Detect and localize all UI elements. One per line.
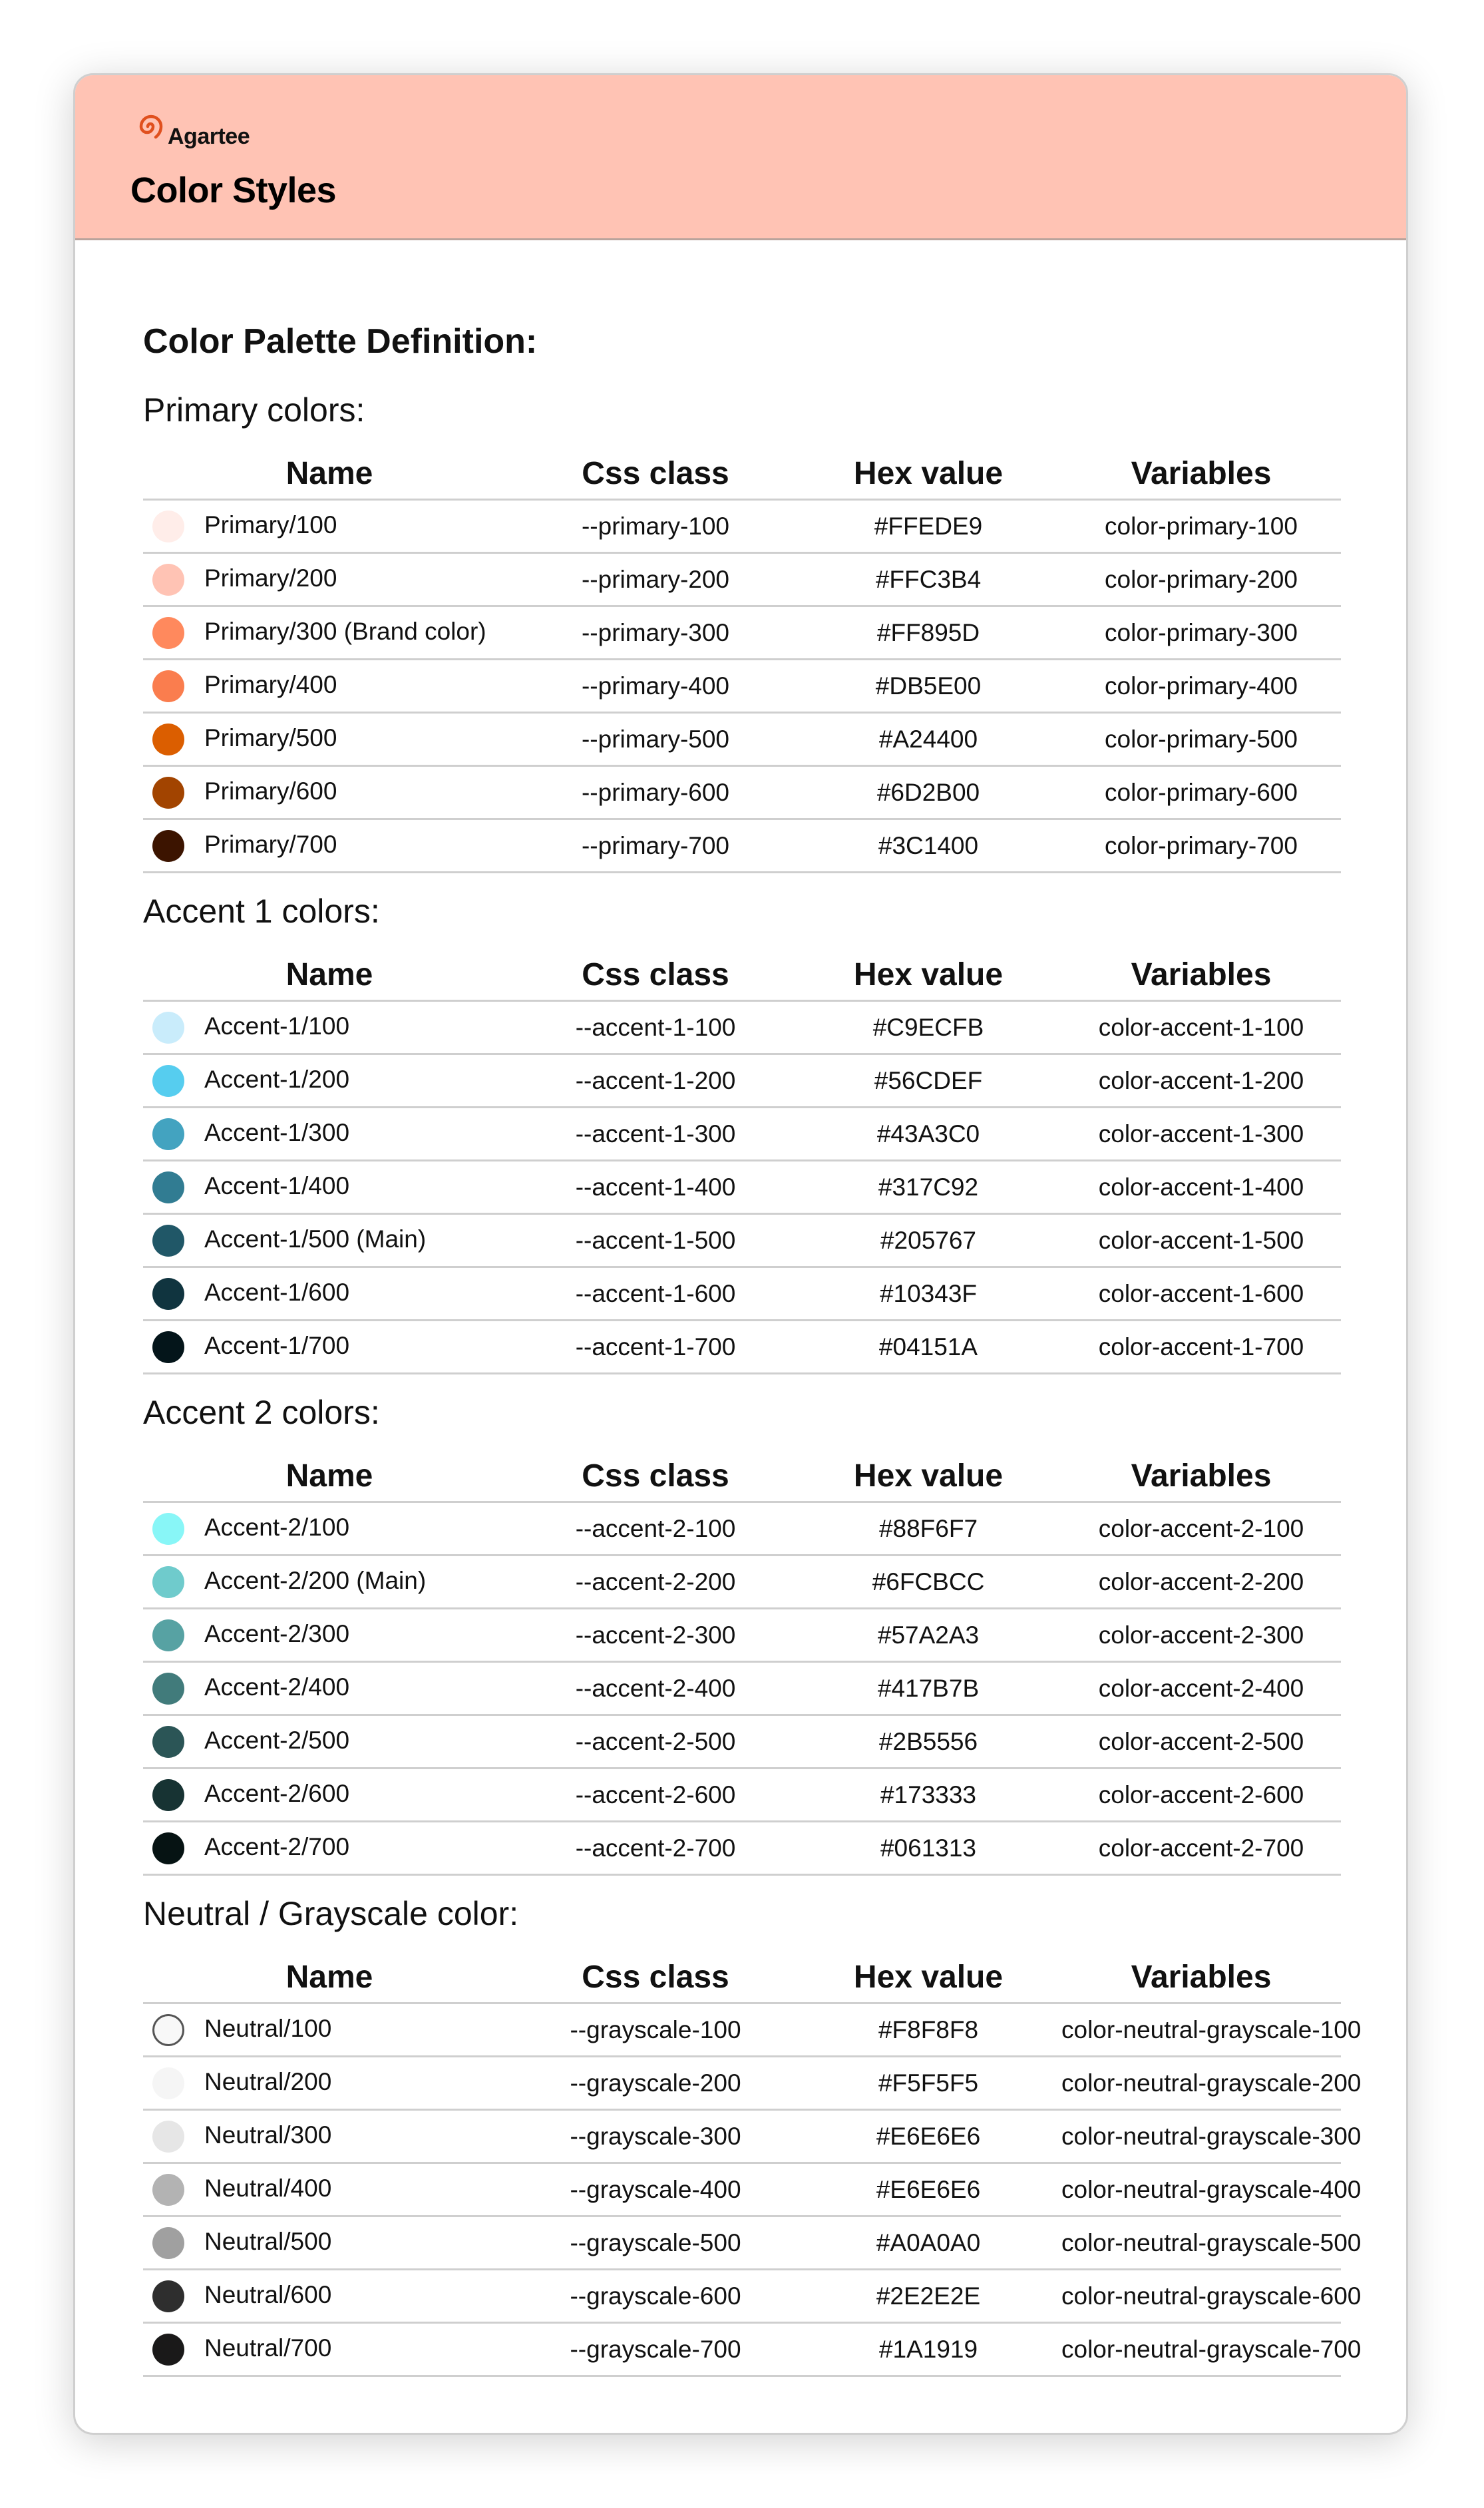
variable-cell: color-neutral-grayscale-700 (1061, 2323, 1341, 2376)
css-class-cell: --primary-300 (516, 606, 795, 660)
hex-value-cell: #3C1400 (795, 819, 1061, 873)
hex-value-cell: #F8F8F8 (795, 2003, 1061, 2057)
color-name-cell (143, 1502, 516, 1556)
color-swatch (152, 670, 184, 702)
column-header-variables: Variables (1061, 1952, 1341, 2003)
color-swatch (152, 1619, 184, 1651)
hex-value-cell: #417B7B (795, 1662, 1061, 1715)
color-name: Accent-1/700 (204, 1331, 350, 1359)
table-row (143, 1001, 1341, 1054)
color-swatch (152, 1118, 184, 1150)
css-class-cell: --accent-2-200 (516, 1556, 795, 1609)
color-name-cell (143, 1161, 516, 1214)
table-header-row (143, 1450, 1341, 1502)
hex-value-cell: #205767 (795, 1214, 1061, 1267)
variable-cell: color-primary-300 (1061, 606, 1341, 660)
hex-value-cell: #FFEDE9 (795, 500, 1061, 553)
table-row (143, 1214, 1341, 1267)
css-class-cell: --accent-2-400 (516, 1662, 795, 1715)
color-swatch (152, 1726, 184, 1758)
hex-value-cell: #A0A0A0 (795, 2216, 1061, 2270)
variable-cell: color-accent-1-100 (1061, 1001, 1341, 1054)
table-row (143, 1822, 1341, 1875)
color-name: Neutral/100 (204, 2014, 332, 2042)
table-header-row (143, 448, 1341, 500)
color-name: Primary/700 (204, 830, 337, 858)
color-swatch (152, 724, 184, 755)
color-name: Neutral/400 (204, 2174, 332, 2202)
column-header-hex: Hex value (795, 1952, 1061, 2003)
color-name-cell (143, 2163, 516, 2216)
table-row (143, 1108, 1341, 1161)
css-class-cell: --accent-1-200 (516, 1054, 795, 1108)
column-header-name: Name (143, 1450, 516, 1502)
color-name: Accent-1/400 (204, 1171, 350, 1199)
variable-cell: color-accent-2-500 (1061, 1715, 1341, 1769)
color-name-cell (143, 1108, 516, 1161)
color-table (143, 1450, 1341, 1876)
table-row (143, 660, 1341, 713)
header (75, 75, 1406, 240)
color-swatch (152, 617, 184, 649)
brand-logo[interactable] (130, 106, 264, 149)
css-class-cell: --accent-1-500 (516, 1214, 795, 1267)
color-name-cell (143, 1267, 516, 1321)
css-class-cell: --accent-1-100 (516, 1001, 795, 1054)
variable-cell: color-accent-1-400 (1061, 1161, 1341, 1214)
color-name: Neutral/500 (204, 2227, 332, 2255)
color-swatch (152, 1832, 184, 1864)
color-swatch (152, 1012, 184, 1044)
column-header-variables: Variables (1061, 949, 1341, 1001)
color-swatch (152, 2280, 184, 2312)
color-name-cell (143, 500, 516, 553)
color-name: Primary/400 (204, 670, 337, 698)
column-header-hex: Hex value (795, 949, 1061, 1001)
table-row (143, 1715, 1341, 1769)
color-name: Primary/200 (204, 564, 337, 592)
color-swatch (152, 1513, 184, 1545)
color-name-cell (143, 553, 516, 606)
color-swatch (152, 1566, 184, 1598)
color-table (143, 448, 1341, 873)
table-row (143, 2057, 1341, 2110)
hex-value-cell: #56CDEF (795, 1054, 1061, 1108)
css-class-cell: --grayscale-500 (516, 2216, 795, 2270)
variable-cell: color-accent-2-200 (1061, 1556, 1341, 1609)
variable-cell: color-accent-1-700 (1061, 1321, 1341, 1374)
variable-cell: color-primary-500 (1061, 713, 1341, 766)
css-class-cell: --accent-2-600 (516, 1769, 795, 1822)
variable-cell: color-accent-1-500 (1061, 1214, 1341, 1267)
color-name-cell (143, 1662, 516, 1715)
color-name: Neutral/200 (204, 2067, 332, 2095)
color-swatch (152, 2227, 184, 2259)
hex-value-cell: #FF895D (795, 606, 1061, 660)
color-name-cell (143, 819, 516, 873)
color-name: Neutral/300 (204, 2121, 332, 2149)
color-name: Accent-2/300 (204, 1619, 350, 1647)
hex-value-cell: #E6E6E6 (795, 2163, 1061, 2216)
color-name-cell (143, 2110, 516, 2163)
variable-cell: color-accent-2-600 (1061, 1769, 1341, 1822)
css-class-cell: --accent-1-300 (516, 1108, 795, 1161)
color-name-cell (143, 606, 516, 660)
hex-value-cell: #F5F5F5 (795, 2057, 1061, 2110)
table-header-row (143, 949, 1341, 1001)
css-class-cell: --accent-2-100 (516, 1502, 795, 1556)
color-name-cell (143, 1321, 516, 1374)
table-row (143, 2163, 1341, 2216)
color-name-cell (143, 1054, 516, 1108)
column-header-name: Name (143, 949, 516, 1001)
css-class-cell: --grayscale-600 (516, 2270, 795, 2323)
hex-value-cell: #C9ECFB (795, 1001, 1061, 1054)
column-header-css: Css class (516, 1952, 795, 2003)
color-name: Accent-2/500 (204, 1726, 350, 1754)
table-row (143, 1502, 1341, 1556)
hex-value-cell: #FFC3B4 (795, 553, 1061, 606)
color-table (143, 949, 1341, 1374)
table-row (143, 1769, 1341, 1822)
color-name: Neutral/700 (204, 2334, 332, 2362)
section-title: Accent 1 colors: (143, 893, 380, 930)
color-name-cell (143, 2216, 516, 2270)
palette-sections (143, 372, 1362, 2377)
palette-content (143, 308, 1362, 2377)
color-swatch (152, 511, 184, 542)
css-class-cell: --grayscale-300 (516, 2110, 795, 2163)
css-class-cell: --accent-1-400 (516, 1161, 795, 1214)
hex-value-cell: #A24400 (795, 713, 1061, 766)
variable-cell: color-primary-100 (1061, 500, 1341, 553)
color-name-cell (143, 1001, 516, 1054)
variable-cell: color-primary-700 (1061, 819, 1341, 873)
css-class-cell: --accent-2-300 (516, 1609, 795, 1662)
hex-value-cell: #2E2E2E (795, 2270, 1061, 2323)
color-table (143, 1952, 1362, 2377)
color-name-cell (143, 1556, 516, 1609)
color-name-cell (143, 1715, 516, 1769)
table-header-row (143, 1952, 1341, 2003)
color-swatch (152, 777, 184, 809)
color-name-cell (143, 766, 516, 819)
color-name: Primary/600 (204, 777, 337, 805)
color-name-cell (143, 1609, 516, 1662)
color-name: Primary/100 (204, 511, 337, 538)
table-row (143, 500, 1341, 553)
css-class-cell: --grayscale-400 (516, 2163, 795, 2216)
hex-value-cell: #57A2A3 (795, 1609, 1061, 1662)
color-name-cell (143, 2057, 516, 2110)
column-header-css: Css class (516, 949, 795, 1001)
palette-section (143, 1876, 1362, 2377)
css-class-cell: --primary-500 (516, 713, 795, 766)
variable-cell: color-accent-2-400 (1061, 1662, 1341, 1715)
table-row (143, 1321, 1341, 1374)
color-swatch (152, 2121, 184, 2153)
table-row (143, 766, 1341, 819)
hex-value-cell: #04151A (795, 1321, 1061, 1374)
color-swatch (152, 1065, 184, 1097)
column-header-css: Css class (516, 1450, 795, 1502)
color-name: Accent-2/100 (204, 1513, 350, 1541)
column-header-hex: Hex value (795, 448, 1061, 500)
table-row (143, 2110, 1341, 2163)
table-row (143, 1054, 1341, 1108)
hex-value-cell: #88F6F7 (795, 1502, 1061, 1556)
section-title: Accent 2 colors: (143, 1394, 380, 1431)
color-name: Accent-2/700 (204, 1832, 350, 1860)
color-name: Accent-2/400 (204, 1673, 350, 1701)
color-name-cell (143, 713, 516, 766)
variable-cell: color-neutral-grayscale-600 (1061, 2270, 1341, 2323)
hex-value-cell: #DB5E00 (795, 660, 1061, 713)
table-row (143, 1267, 1341, 1321)
hex-value-cell: #061313 (795, 1822, 1061, 1875)
color-name: Accent-1/200 (204, 1065, 350, 1093)
color-swatch (152, 830, 184, 862)
color-name-cell (143, 1769, 516, 1822)
table-row (143, 606, 1341, 660)
color-swatch (152, 1225, 184, 1257)
variable-cell: color-accent-2-300 (1061, 1609, 1341, 1662)
color-name: Accent-2/200 (Main) (204, 1566, 427, 1594)
hex-value-cell: #10343F (795, 1267, 1061, 1321)
color-name: Accent-1/600 (204, 1278, 350, 1306)
variable-cell: color-primary-400 (1061, 660, 1341, 713)
color-swatch (152, 2174, 184, 2206)
column-header-name: Name (143, 1952, 516, 2003)
table-row (143, 713, 1341, 766)
variable-cell: color-neutral-grayscale-300 (1061, 2110, 1341, 2163)
color-name-cell (143, 2270, 516, 2323)
css-class-cell: --accent-2-700 (516, 1822, 795, 1875)
color-name: Primary/500 (204, 724, 337, 751)
color-name-cell (143, 2003, 516, 2057)
hex-value-cell: #6FCBCC (795, 1556, 1061, 1609)
hex-value-cell: #43A3C0 (795, 1108, 1061, 1161)
variable-cell: color-primary-600 (1061, 766, 1341, 819)
color-swatch (152, 2334, 184, 2366)
variable-cell: color-neutral-grayscale-500 (1061, 2216, 1341, 2270)
color-swatch (152, 1171, 184, 1203)
variable-cell: color-primary-200 (1061, 553, 1341, 606)
hex-value-cell: #173333 (795, 1769, 1061, 1822)
hex-value-cell: #317C92 (795, 1161, 1061, 1214)
color-swatch (152, 1673, 184, 1705)
table-row (143, 2323, 1341, 2376)
css-class-cell: --primary-600 (516, 766, 795, 819)
color-swatch (152, 1278, 184, 1310)
hex-value-cell: #2B5556 (795, 1715, 1061, 1769)
table-row (143, 1556, 1341, 1609)
section-title: Neutral / Grayscale color: (143, 1895, 519, 1932)
table-row (143, 1161, 1341, 1214)
color-name: Accent-2/600 (204, 1779, 350, 1807)
color-swatch (152, 564, 184, 596)
column-header-css: Css class (516, 448, 795, 500)
css-class-cell: --primary-200 (516, 553, 795, 606)
section-title: Primary colors: (143, 391, 365, 429)
hex-value-cell: #6D2B00 (795, 766, 1061, 819)
variable-cell: color-neutral-grayscale-400 (1061, 2163, 1341, 2216)
css-class-cell: --primary-400 (516, 660, 795, 713)
table-row (143, 2003, 1341, 2057)
variable-cell: color-accent-2-100 (1061, 1502, 1341, 1556)
palette-heading: Color Palette Definition: (143, 322, 538, 361)
palette-section (143, 873, 1341, 1374)
column-header-hex: Hex value (795, 1450, 1061, 1502)
page-title: Color Styles (130, 170, 337, 210)
table-row (143, 1609, 1341, 1662)
swirl-logo-icon (130, 106, 170, 146)
variable-cell: color-accent-2-700 (1061, 1822, 1341, 1875)
css-class-cell: --grayscale-700 (516, 2323, 795, 2376)
css-class-cell: --primary-700 (516, 819, 795, 873)
color-name: Neutral/600 (204, 2280, 332, 2308)
color-swatch (152, 1779, 184, 1811)
variable-cell: color-accent-1-600 (1061, 1267, 1341, 1321)
css-class-cell: --primary-100 (516, 500, 795, 553)
color-name: Primary/300 (Brand color) (204, 617, 486, 645)
table-row (143, 819, 1341, 873)
table-row (143, 1662, 1341, 1715)
palette-section (143, 1374, 1341, 1876)
color-name-cell (143, 1822, 516, 1875)
css-class-cell: --accent-2-500 (516, 1715, 795, 1769)
column-header-name: Name (143, 448, 516, 500)
variable-cell: color-accent-1-200 (1061, 1054, 1341, 1108)
color-name-cell (143, 1214, 516, 1267)
color-name-cell (143, 2323, 516, 2376)
brand-name: Agartee (168, 124, 250, 149)
color-swatch (152, 2067, 184, 2099)
css-class-cell: --accent-1-600 (516, 1267, 795, 1321)
css-class-cell: --accent-1-700 (516, 1321, 795, 1374)
palette-section (143, 372, 1341, 873)
table-row (143, 2270, 1341, 2323)
color-name: Accent-1/100 (204, 1012, 350, 1040)
variable-cell: color-neutral-grayscale-100 (1061, 2003, 1341, 2057)
color-name: Accent-1/300 (204, 1118, 350, 1146)
css-class-cell: --grayscale-100 (516, 2003, 795, 2057)
hex-value-cell: #1A1919 (795, 2323, 1061, 2376)
color-styles-card (73, 73, 1408, 2435)
color-name: Accent-1/500 (Main) (204, 1225, 427, 1253)
hex-value-cell: #E6E6E6 (795, 2110, 1061, 2163)
column-header-variables: Variables (1061, 1450, 1341, 1502)
table-row (143, 2216, 1341, 2270)
variable-cell: color-neutral-grayscale-200 (1061, 2057, 1341, 2110)
color-swatch (152, 2014, 184, 2046)
table-row (143, 553, 1341, 606)
variable-cell: color-accent-1-300 (1061, 1108, 1341, 1161)
column-header-variables: Variables (1061, 448, 1341, 500)
color-name-cell (143, 660, 516, 713)
color-swatch (152, 1331, 184, 1363)
css-class-cell: --grayscale-200 (516, 2057, 795, 2110)
